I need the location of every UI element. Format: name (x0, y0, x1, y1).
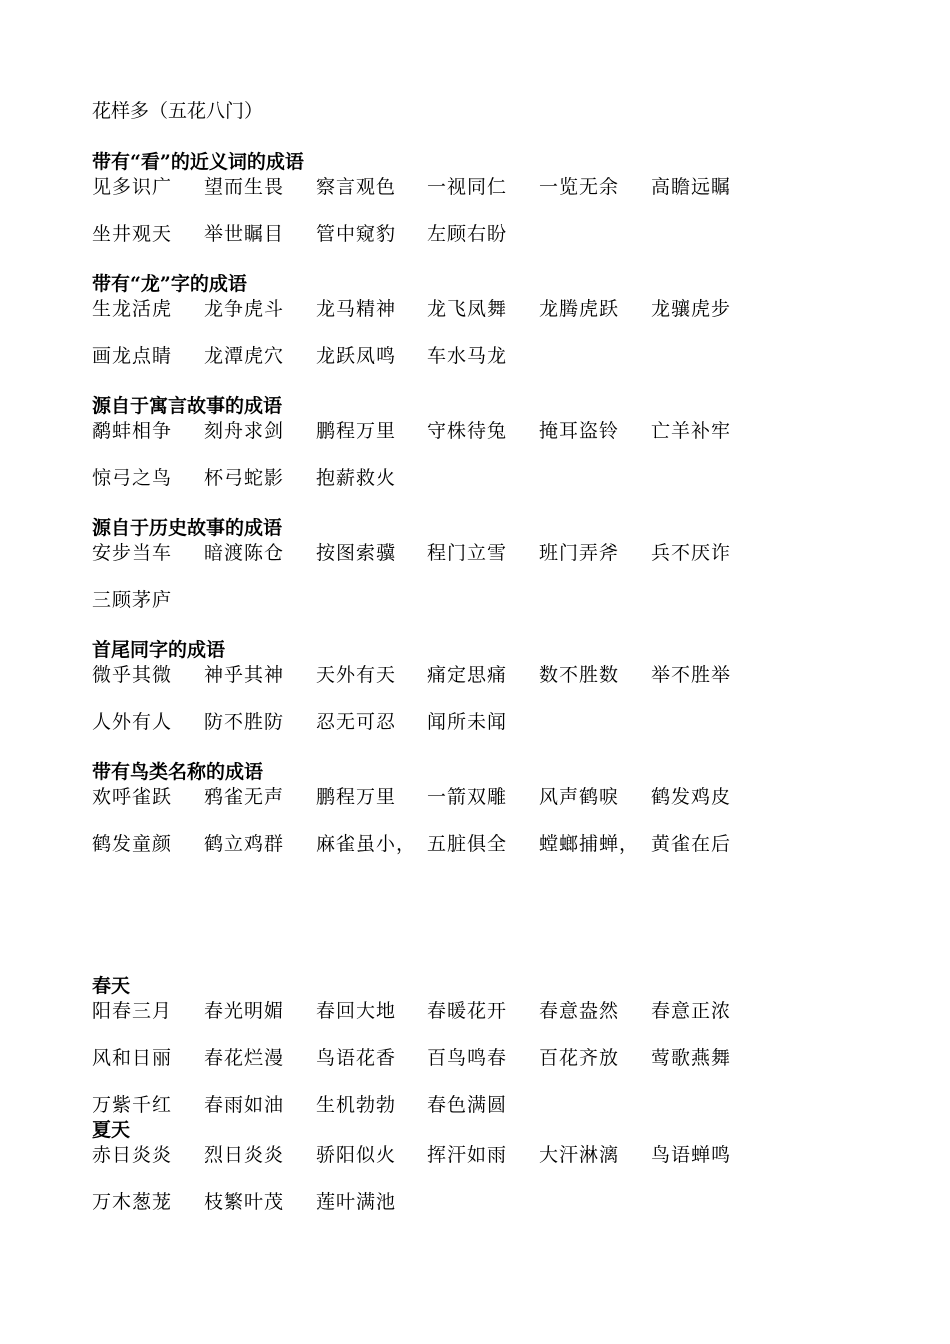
idiom-item: 一箭双雕 (427, 786, 508, 808)
idiom-item: 万紫千红 (92, 1094, 173, 1116)
idiom-item: 三顾茅庐 (92, 589, 173, 611)
section-heading: 首尾同字的成语 (92, 639, 226, 661)
idiom-row (92, 296, 852, 322)
idiom-item: 春暖花开 (427, 1000, 508, 1022)
idiom-item: 察言观色 (316, 176, 397, 198)
idiom-item: 车水马龙 (427, 345, 508, 367)
idiom-item: 鹬蚌相争 (92, 420, 173, 442)
idiom-item: 管中窥豹 (316, 223, 397, 245)
idiom-item: 骄阳似火 (316, 1144, 397, 1166)
idiom-item: 鹤发鸡皮 (651, 786, 732, 808)
idiom-item: 掩耳盗铃 (539, 420, 620, 442)
idiom-item: 螳螂捕蝉， (539, 833, 640, 855)
idiom-item: 龙争虎斗 (204, 298, 285, 320)
idiom-item: 惊弓之鸟 (92, 467, 173, 489)
idiom-item: 龙潭虎穴 (204, 345, 285, 367)
idiom-item: 闻所未闻 (427, 711, 508, 733)
idiom-item: 鹤立鸡群 (204, 833, 285, 855)
idiom-item: 刻舟求剑 (204, 420, 285, 442)
idiom-item: 按图索骥 (316, 542, 397, 564)
section-heading: 带有“龙”字的成语 (92, 273, 247, 295)
idiom-item: 坐井观天 (92, 223, 173, 245)
idiom-item: 挥汗如雨 (427, 1144, 508, 1166)
idiom-item: 阳春三月 (92, 1000, 173, 1022)
idiom-item: 鸟语蝉鸣 (651, 1144, 732, 1166)
idiom-row (92, 998, 852, 1024)
idiom-item: 痛定思痛 (427, 664, 508, 686)
idiom-item: 春意盎然 (539, 1000, 620, 1022)
idiom-row (92, 709, 852, 735)
idiom-item: 五脏俱全 (427, 833, 508, 855)
idiom-item: 程门立雪 (427, 542, 508, 564)
idiom-item: 一览无余 (539, 176, 620, 198)
idiom-item: 杯弓蛇影 (204, 467, 285, 489)
idiom-item: 麻雀虽小， (316, 833, 417, 855)
section-heading: 源自于寓言故事的成语 (92, 395, 283, 417)
idiom-row (92, 1045, 852, 1071)
idiom-item: 抱薪救火 (316, 467, 397, 489)
idiom-item: 鸟语花香 (316, 1047, 397, 1069)
idiom-item: 人外有人 (92, 711, 173, 733)
idiom-item: 风和日丽 (92, 1047, 173, 1069)
idiom-row (92, 784, 852, 810)
idiom-item: 赤日炎炎 (92, 1144, 173, 1166)
idiom-item: 高瞻远瞩 (651, 176, 732, 198)
idiom-item: 春意正浓 (651, 1000, 732, 1022)
idiom-item: 鹏程万里 (316, 420, 397, 442)
idiom-item: 天外有天 (316, 664, 397, 686)
idiom-item: 鸦雀无声 (204, 786, 285, 808)
idiom-item: 百花齐放 (539, 1047, 620, 1069)
idiom-item: 欢呼雀跃 (92, 786, 173, 808)
idiom-item: 亡羊补牢 (651, 420, 732, 442)
idiom-item: 枝繁叶茂 (204, 1191, 285, 1213)
section-heading: 带有鸟类名称的成语 (92, 761, 264, 783)
idiom-row (92, 221, 852, 247)
idiom-item: 大汗淋漓 (539, 1144, 620, 1166)
idiom-row (92, 1092, 852, 1118)
idiom-item: 望而生畏 (204, 176, 285, 198)
idiom-item: 一视同仁 (427, 176, 508, 198)
idiom-item: 鹤发童颜 (92, 833, 173, 855)
idiom-row (92, 343, 852, 369)
idiom-item: 鹏程万里 (316, 786, 397, 808)
section-heading: 夏天 (92, 1119, 131, 1141)
idiom-item: 万木葱茏 (92, 1191, 173, 1213)
idiom-item: 龙飞凤舞 (427, 298, 508, 320)
idiom-item: 黄雀在后 (651, 833, 732, 855)
idiom-item: 左顾右盼 (427, 223, 508, 245)
idiom-row (92, 662, 852, 688)
idiom-row (92, 465, 852, 491)
idiom-item: 莲叶满池 (316, 1191, 397, 1213)
idiom-item: 风声鹤唳 (539, 786, 620, 808)
idiom-row (92, 174, 852, 200)
idiom-item: 龙跃凤鸣 (316, 345, 397, 367)
idiom-item: 春光明媚 (204, 1000, 285, 1022)
idiom-row (92, 587, 852, 613)
idiom-item: 春回大地 (316, 1000, 397, 1022)
idiom-item: 龙骧虎步 (651, 298, 732, 320)
section-heading: 带有“看”的近义词的成语 (92, 151, 304, 173)
idiom-item: 班门弄斧 (539, 542, 620, 564)
idiom-item: 防不胜防 (204, 711, 285, 733)
idiom-item: 暗渡陈仓 (204, 542, 285, 564)
idiom-item: 春色满圆 (427, 1094, 508, 1116)
idiom-item: 安步当车 (92, 542, 173, 564)
idiom-item: 春雨如油 (204, 1094, 285, 1116)
idiom-item: 兵不厌诈 (651, 542, 732, 564)
idiom-item: 忍无可忍 (316, 711, 397, 733)
idiom-row (92, 540, 852, 566)
idiom-item: 神乎其神 (204, 664, 285, 686)
idiom-item: 烈日炎炎 (204, 1144, 285, 1166)
intro-line: 花样多（五花八门） (92, 100, 264, 122)
idiom-item: 见多识广 (92, 176, 173, 198)
idiom-item: 微乎其微 (92, 664, 173, 686)
idiom-item: 生龙活虎 (92, 298, 173, 320)
idiom-item: 数不胜数 (539, 664, 620, 686)
idiom-item: 画龙点睛 (92, 345, 173, 367)
idiom-item: 举不胜举 (651, 664, 732, 686)
idiom-item: 龙马精神 (316, 298, 397, 320)
idiom-item: 守株待兔 (427, 420, 508, 442)
section-heading: 春天 (92, 975, 131, 997)
idiom-item: 举世瞩目 (204, 223, 285, 245)
idiom-item: 春花烂漫 (204, 1047, 285, 1069)
section-heading: 源自于历史故事的成语 (92, 517, 283, 539)
idiom-item: 生机勃勃 (316, 1094, 397, 1116)
idiom-row (92, 418, 852, 444)
idiom-item: 龙腾虎跃 (539, 298, 620, 320)
idiom-row (92, 1189, 852, 1215)
idiom-row (92, 831, 852, 857)
idiom-item: 莺歌燕舞 (651, 1047, 732, 1069)
idiom-row (92, 1142, 852, 1168)
idiom-item: 百鸟鸣春 (427, 1047, 508, 1069)
